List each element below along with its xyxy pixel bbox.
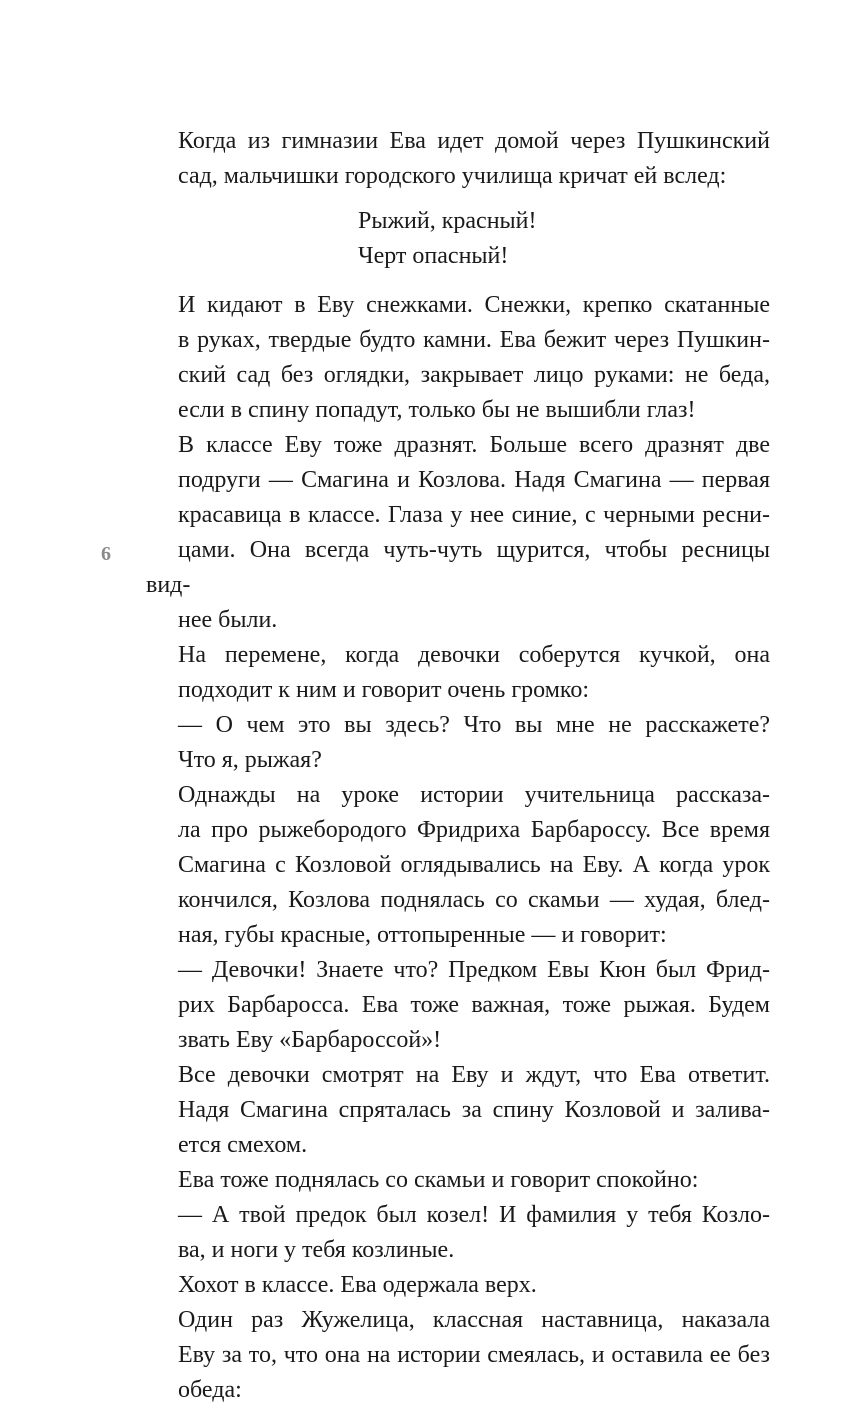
paragraph-3 bbox=[146, 428, 770, 638]
text-line: подруги — Смагина и Козлова. Надя Смагина — первая bbox=[178, 467, 770, 493]
paragraph-5 bbox=[146, 708, 770, 778]
text-line: Все девочки смотрят на Еву и ждут, что Ева ответит. bbox=[178, 1062, 770, 1088]
page-number: 6 bbox=[101, 543, 111, 565]
text-line: ется смехом. bbox=[178, 1132, 308, 1158]
verse-line: Черт опасный! bbox=[358, 243, 509, 269]
paragraph-2 bbox=[146, 288, 770, 428]
text-line: — А твой предок был козел! И фамилия у тебя Козло- bbox=[178, 1202, 770, 1228]
text-line: Что я, рыжая? bbox=[178, 747, 322, 773]
paragraph-12 bbox=[146, 1303, 770, 1408]
text-line: Хохот в классе. Ева одержала верх. bbox=[178, 1272, 537, 1298]
paragraph-11 bbox=[146, 1268, 770, 1303]
text-line: рих Барбаросса. Ева тоже важная, тоже рыжая. Будем bbox=[178, 992, 770, 1018]
text-line: В классе Еву тоже дразнят. Больше всего дразнят две bbox=[178, 432, 770, 458]
text-line: ский сад без оглядки, закрывает лицо руками: не беда, bbox=[178, 362, 770, 388]
text-line: в руках, твердые будто камни. Ева бежит через Пушкин- bbox=[178, 327, 770, 353]
text-line: Однажды на уроке истории учительница рассказа- bbox=[178, 782, 770, 808]
text-line: красавица в классе. Глаза у нее синие, с черными ресни- bbox=[178, 502, 770, 528]
text-line: Надя Смагина спряталась за спину Козловой и залива- bbox=[178, 1097, 770, 1123]
text-line: если в спину попадут, только бы не вышибли глаз! bbox=[178, 397, 696, 423]
text-line: кончился, Козлова поднялась со скамьи — худая, блед- bbox=[178, 887, 770, 913]
text-line: Ева тоже поднялась со скамьи и говорит спокойно: bbox=[178, 1167, 699, 1193]
paragraph-7 bbox=[146, 953, 770, 1058]
text-line: нее были. bbox=[178, 607, 278, 633]
paragraph-1 bbox=[146, 124, 770, 194]
paragraph-8 bbox=[146, 1058, 770, 1163]
text-line: Один раз Жужелица, классная наставница, наказала bbox=[178, 1307, 770, 1333]
text-line: сад, мальчишки городского училища кричат ей вслед: bbox=[178, 163, 727, 189]
verse bbox=[146, 204, 770, 274]
paragraph-6 bbox=[146, 778, 770, 953]
text-line: И кидают в Еву снежками. Снежки, крепко скатанные bbox=[178, 292, 770, 318]
paragraph-10 bbox=[146, 1198, 770, 1268]
verse-line: Рыжий, красный! bbox=[358, 208, 537, 234]
text-line: звать Еву «Барбароссой»! bbox=[178, 1027, 442, 1053]
text-line: ва, и ноги у тебя козлиные. bbox=[178, 1237, 455, 1263]
page-text bbox=[146, 124, 770, 1408]
text-line: На перемене, когда девочки соберутся кучкой, она bbox=[178, 642, 770, 668]
text-line: — О чем это вы здесь? Что вы мне не расскажете? bbox=[178, 712, 770, 738]
text-line: Смагина с Козловой оглядывались на Еву. А когда урок bbox=[178, 852, 770, 878]
text-line: обеда: bbox=[178, 1377, 242, 1403]
paragraph-4 bbox=[146, 638, 770, 708]
text-line: ла про рыжебородого Фридриха Барбароссу. Все время bbox=[178, 817, 770, 843]
text-line: ная, губы красные, оттопыренные — и говорит: bbox=[178, 922, 667, 948]
text-line: — Девочки! Знаете что? Предком Евы Кюн был Фрид- bbox=[178, 957, 770, 983]
text-line: подходит к ним и говорит очень громко: bbox=[178, 677, 589, 703]
text-line: Еву за то, что она на истории смеялась, и оставила ее без bbox=[178, 1342, 770, 1368]
text-line: Когда из гимназии Ева идет домой через Пушкинский bbox=[178, 128, 770, 154]
text-line: цами. Она всегда чуть-чуть щурится, чтобы ресницы вид- bbox=[146, 537, 770, 598]
paragraph-9 bbox=[146, 1163, 770, 1198]
